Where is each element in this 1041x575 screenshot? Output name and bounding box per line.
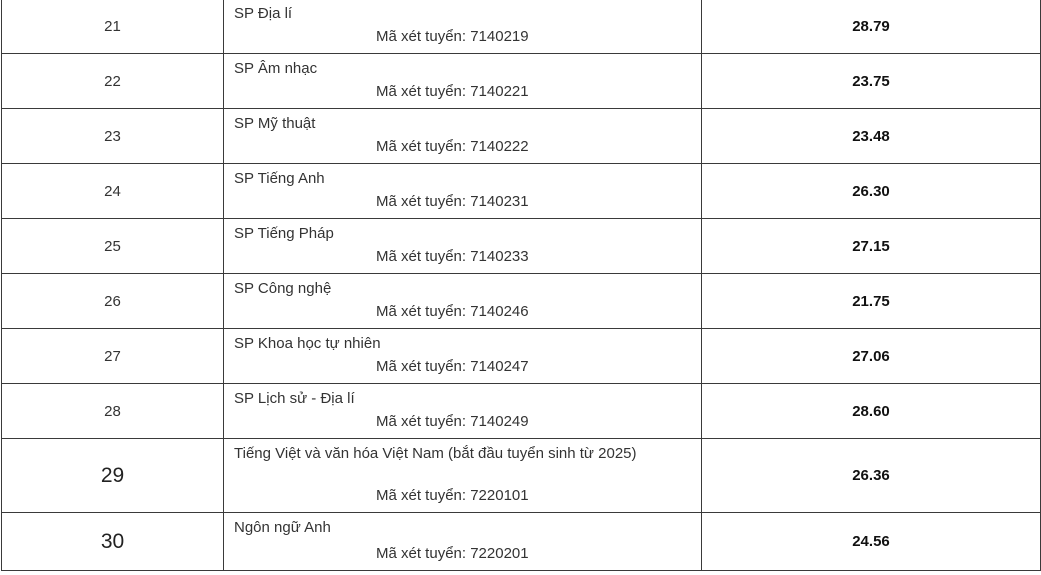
admission-score-table	[1, 0, 1041, 571]
admission-code: Mã xét tuyển: 7220201	[376, 545, 529, 562]
row-number: 24	[2, 164, 224, 219]
admission-code: Mã xét tuyển: 7140222	[376, 138, 529, 155]
major-cell	[224, 274, 702, 329]
row-number: 27	[2, 329, 224, 384]
admission-code: Mã xét tuyển: 7140247	[376, 358, 529, 375]
cutoff-score: 21.75	[702, 274, 1041, 329]
table-row	[2, 0, 1041, 54]
major-name: SP Công nghệ	[234, 280, 332, 297]
table-row	[2, 54, 1041, 109]
table-row	[2, 439, 1041, 513]
major-cell	[224, 164, 702, 219]
cutoff-score: 27.15	[702, 219, 1041, 274]
cutoff-score: 26.30	[702, 164, 1041, 219]
admission-code: Mã xét tuyển: 7140249	[376, 413, 529, 430]
major-cell	[224, 439, 702, 513]
row-number: 26	[2, 274, 224, 329]
major-name: SP Khoa học tự nhiên	[234, 335, 381, 352]
row-number: 28	[2, 384, 224, 439]
major-name: Ngôn ngữ Anh	[234, 519, 331, 536]
row-number: 30	[2, 513, 224, 571]
major-cell	[224, 219, 702, 274]
table-row	[2, 329, 1041, 384]
admission-code: Mã xét tuyển: 7220101	[376, 487, 529, 504]
major-name: SP Mỹ thuật	[234, 115, 316, 132]
admission-code: Mã xét tuyển: 7140246	[376, 303, 529, 320]
major-cell	[224, 54, 702, 109]
major-cell	[224, 513, 702, 571]
admission-code: Mã xét tuyển: 7140233	[376, 248, 529, 265]
major-name: SP Tiếng Anh	[234, 170, 325, 187]
major-cell	[224, 109, 702, 164]
major-name: SP Âm nhạc	[234, 60, 318, 77]
admission-code: Mã xét tuyển: 7140231	[376, 193, 529, 210]
major-cell	[224, 0, 702, 54]
major-name: Tiếng Việt và văn hóa Việt Nam (bắt đầu tuyển sinh từ 2025)	[234, 445, 637, 462]
row-number: 29	[2, 439, 224, 513]
row-number: 25	[2, 219, 224, 274]
major-name: SP Lịch sử - Địa lí	[234, 390, 355, 407]
cutoff-score: 23.75	[702, 54, 1041, 109]
cutoff-score: 26.36	[702, 439, 1041, 513]
table-row	[2, 274, 1041, 329]
table-row	[2, 109, 1041, 164]
table-row	[2, 384, 1041, 439]
cutoff-score: 23.48	[702, 109, 1041, 164]
cutoff-score: 28.60	[702, 384, 1041, 439]
major-cell	[224, 384, 702, 439]
table-row	[2, 513, 1041, 571]
admission-code: Mã xét tuyển: 7140221	[376, 83, 529, 100]
major-name: SP Tiếng Pháp	[234, 225, 334, 242]
row-number: 22	[2, 54, 224, 109]
cutoff-score: 27.06	[702, 329, 1041, 384]
major-name: SP Địa lí	[234, 5, 293, 22]
row-number: 21	[2, 0, 224, 54]
table-row	[2, 219, 1041, 274]
cutoff-score: 28.79	[702, 0, 1041, 54]
major-cell	[224, 329, 702, 384]
table-row	[2, 164, 1041, 219]
cutoff-score: 24.56	[702, 513, 1041, 571]
row-number: 23	[2, 109, 224, 164]
admission-code: Mã xét tuyển: 7140219	[376, 28, 529, 45]
